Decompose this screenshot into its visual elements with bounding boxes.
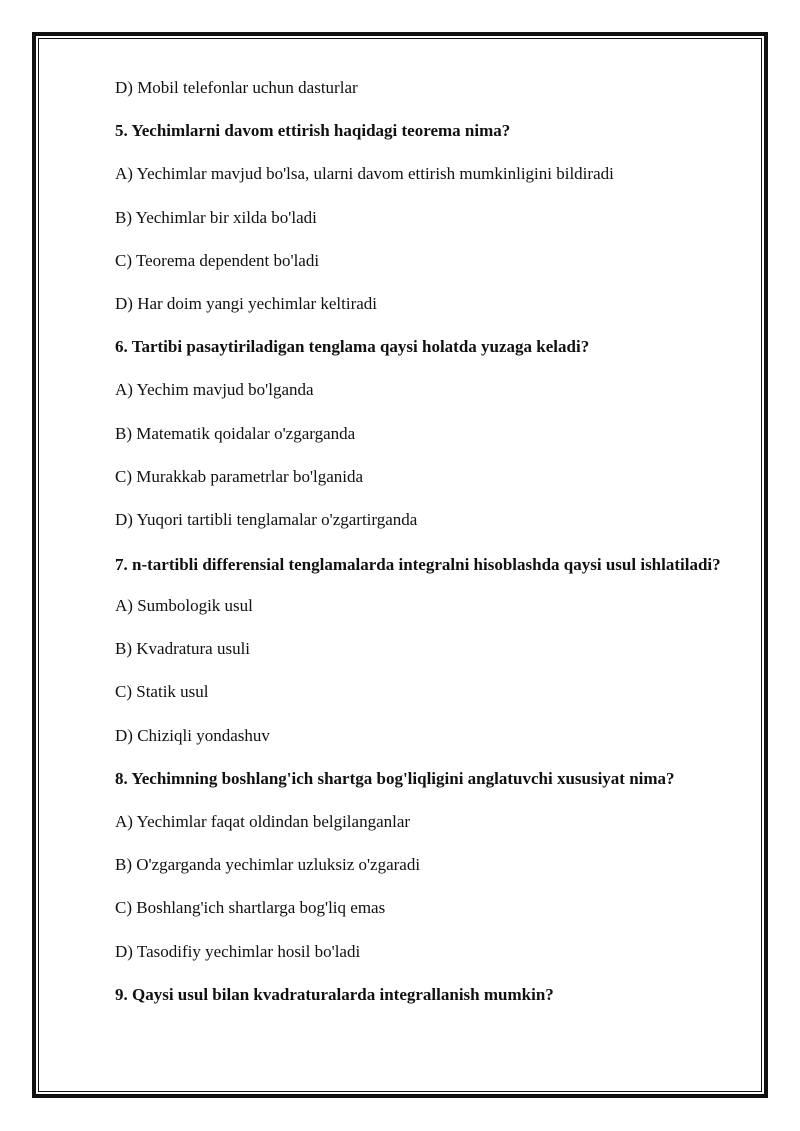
answer-option: D) Chiziqli yondashuv	[115, 725, 270, 745]
question-heading: 5. Yechimlarni davom ettirish haqidagi teorema nima?	[115, 121, 511, 141]
answer-option: B) Kvadratura usuli	[115, 639, 251, 659]
question-heading: 6. Tartibi pasaytiriladigan tenglama qaysi holatda yuzaga keladi?	[115, 337, 590, 357]
answer-option: D) Yuqori tartibli tenglamalar o'zgartirganda	[115, 509, 418, 529]
question-heading: 8. Yechimning boshlang'ich shartga bog'liqligini anglatuvchi xususiyat nima?	[115, 768, 675, 788]
answer-option: C) Murakkab parametrlar bo'lganida	[115, 466, 364, 486]
answer-option: B) Yechimlar bir xilda bo'ladi	[115, 207, 317, 227]
answer-option: D) Mobil telefonlar uchun dasturlar	[115, 78, 358, 97]
answer-option: B) Matematik qoidalar o'zgarganda	[115, 423, 356, 443]
document-body	[115, 74, 742, 1008]
question-heading: 9. Qaysi usul bilan kvadraturalarda integrallanish mumkin?	[115, 984, 554, 1004]
answer-option: B) O'zgarganda yechimlar uzluksiz o'zgaradi	[115, 855, 421, 875]
answer-option: A) Yechimlar faqat oldindan belgilanganlar	[115, 812, 411, 831]
answer-option: C) Teorema dependent bo'ladi	[115, 250, 320, 270]
answer-option: D) Har doim yangi yechimlar keltiradi	[115, 293, 377, 313]
question-heading: 7. n-tartibli differensial tenglamalarda integralni hisoblashda qaysi usul ishlatiladi?	[115, 555, 721, 575]
answer-option: A) Sumbologik usul	[115, 596, 253, 616]
answer-option: D) Tasodifiy yechimlar hosil bo'ladi	[115, 941, 361, 961]
answer-option: C) Statik usul	[115, 682, 209, 702]
answer-option: A) Yechimlar mavjud bo'lsa, ularni davom ettirish mumkinligini bildiradi	[115, 164, 614, 184]
answer-option: A) Yechim mavjud bo'lganda	[115, 380, 314, 400]
answer-option: C) Boshlang'ich shartlarga bog'liq emas	[115, 898, 386, 918]
